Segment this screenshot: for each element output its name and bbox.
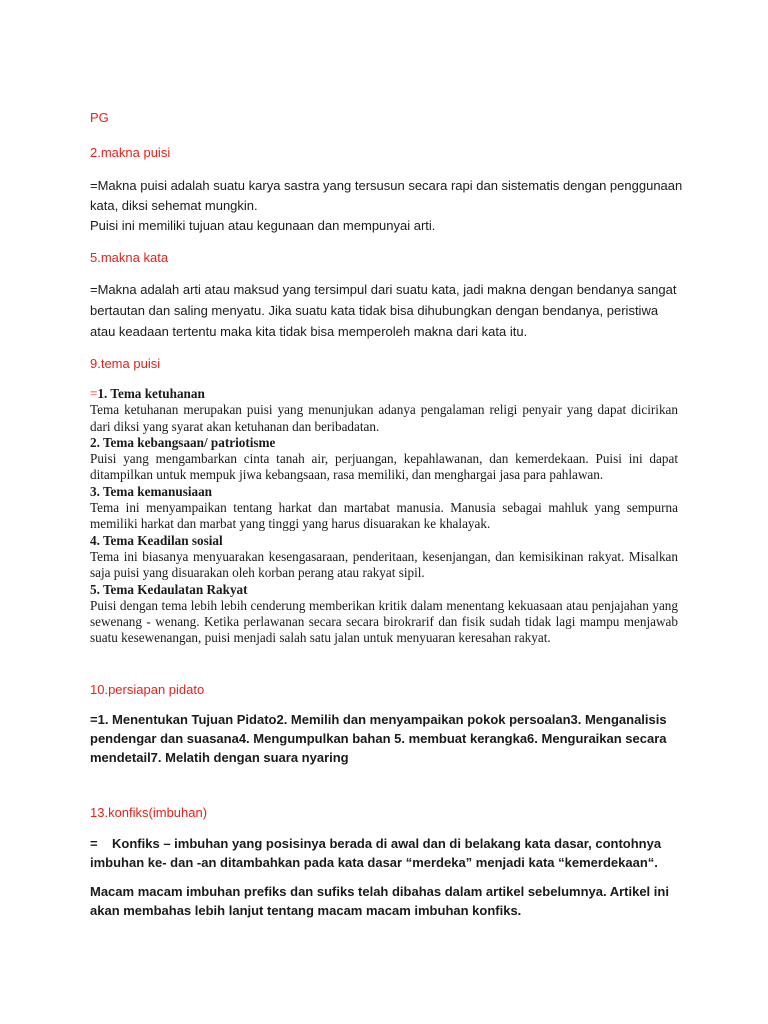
equals-sign: = xyxy=(90,386,98,401)
heading-makna-puisi: 2.makna puisi xyxy=(90,145,171,160)
tema-title: 2. Tema kebangsaan/ patriotisme xyxy=(90,434,276,450)
persiapan-pidato-steps: =1. Menentukan Tujuan Pidato2. Memilih dan menyampaikan pokok persoalan3. Menganalisis pendengar dan suasana4. Mengumpulkan bahan 5. membuat kerangka6. Menguraikan secara mendetail7. Melatih dengan suara nyaring xyxy=(90,712,667,765)
tema-title: =1. Tema ketuhanan xyxy=(90,386,205,401)
konfiks-definition: = Konfiks – imbuhan yang posisinya berada di awal dan di belakang kata dasar, contohnya imbuhan ke- dan -an ditambahkan pada kata dasar “merdeka” menjadi kata “kemerdekaan“. xyxy=(90,836,665,870)
tema-text: Tema ketuhanan merupakan puisi yang menunjukan adanya pengalaman religi penyair yang dapat dicirikan dari diksi yang syarat akan ketuhanan dan beribadatan. xyxy=(90,402,678,434)
konfiks-note: Macam macam imbuhan prefiks dan sufiks telah dibahas dalam artikel sebelumnya. Artikel ini akan membahas lebih lanjut tentang macam macam imbuhan konfiks. xyxy=(90,884,669,918)
heading-makna-kata: 5.makna kata xyxy=(90,250,169,265)
tema-text: Puisi dengan tema lebih lebih cenderung memberikan kritik dalam menentang kekuasaan atau penjajahan yang sewenang - wenang. Ketika perlawanan secara secara birokrarif dan fisik sudah tidak lagi mampu menjawab suatu kesewenangan, puisi menjadi salah satu jalan untuk menyuaran keresahan rakyat. xyxy=(90,597,678,646)
tema-title: 5. Tema Kedaulatan Rakyat xyxy=(90,581,248,597)
tema-text: Tema ini menyampaikan tentang harkat dan martabat manusia. Manusia sebagai mahluk yang sempurna memiliki harkat dan marbat yang tinggi yang harus disuarakan ke khalayak. xyxy=(90,500,678,532)
tema-text: Puisi yang mengambarkan cinta tanah air, perjuangan, kepahlawanan, dan kemerdekaan. Puisi ini dapat ditampilkan untuk mempuk jiwa kebangsaan, rasa memiliki, dan menghargai jasa para pahlawan. xyxy=(90,451,678,483)
tema-item xyxy=(90,533,678,582)
tema-item xyxy=(90,484,678,533)
tema-item xyxy=(90,435,678,484)
makna-puisi-purpose: Puisi ini memiliki tujuan atau kegunaan dan mempunyai arti. xyxy=(90,218,436,233)
tema-puisi-list xyxy=(90,386,678,647)
tema-item xyxy=(90,386,678,435)
makna-puisi-definition: =Makna puisi adalah suatu karya sastra yang tersusun secara rapi dan sistematis dengan penggunaan kata, diksi sehemat mungkin. xyxy=(90,178,683,213)
heading-tema-puisi: 9.tema puisi xyxy=(90,356,161,371)
tema-title: 3. Tema kemanusiaan xyxy=(90,483,213,499)
tema-item xyxy=(90,582,678,647)
makna-kata-definition: =Makna adalah arti atau maksud yang tersimpul dari suatu kata, jadi makna dengan bendanya sangat bertautan dan saling menyatu. Jika suatu kata tidak bisa dihubungkan dengan bendanya, peristiwa atau keadaan tertentu maka kita tidak bisa memperoleh makna dari kata itu. xyxy=(90,282,677,339)
tema-title: 4. Tema Keadilan sosial xyxy=(90,532,223,548)
heading-pg: PG xyxy=(90,110,109,125)
tema-text: Tema ini biasanya menyuarakan kesengasaraan, penderitaan, kesenjangan, dan kemisikinan rakyat. Misalkan saja puisi yang disuarakan oleh korban perang atau rakyat sipil. xyxy=(90,548,678,581)
makna-puisi-block xyxy=(90,176,690,236)
heading-konfiks: 13.konfiks(imbuhan) xyxy=(90,805,208,820)
heading-persiapan-pidato: 10.persiapan pidato xyxy=(90,682,205,697)
